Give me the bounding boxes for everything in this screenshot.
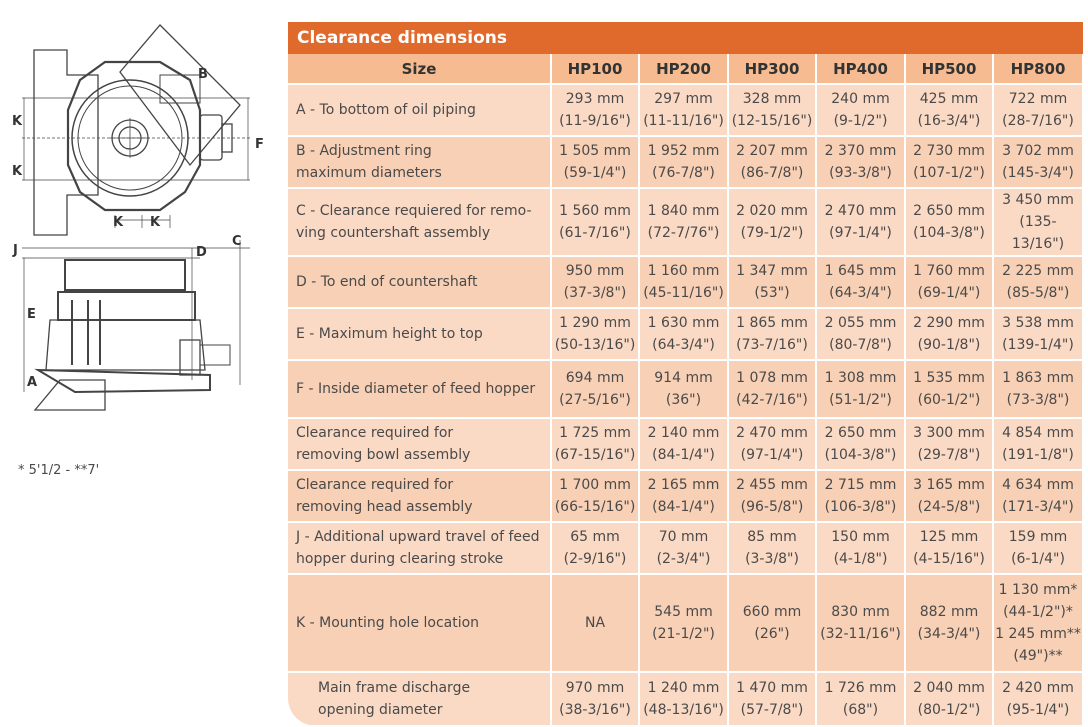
cell-value-line: 1 308 mm [824, 370, 897, 386]
cell-value-line: 2 420 mm [1002, 680, 1074, 696]
table-cell [993, 574, 1083, 672]
dim-label-j: J [13, 243, 18, 258]
cell-value-line: 1 952 mm [647, 143, 720, 159]
crusher-dimension-diagram [10, 20, 275, 420]
cell-value-line: 1 726 mm [824, 680, 897, 696]
row-label-line: A - To bottom of oil piping [296, 102, 476, 118]
header-model: HP200 [639, 54, 728, 84]
table-cell [816, 256, 905, 308]
table-cell [639, 188, 728, 256]
cell-value-line: 1 840 mm [647, 203, 720, 219]
cell-value-line: 2 470 mm [824, 203, 897, 219]
cell-value-line: (48-13/16") [643, 702, 724, 718]
table-cell [551, 522, 639, 574]
table-cell [816, 84, 905, 136]
header-model: HP400 [816, 54, 905, 84]
row-label [288, 574, 551, 672]
cell-value-line: 2 650 mm [913, 203, 985, 219]
cell-value-line: (59-1/4") [563, 165, 627, 181]
table-cell [551, 418, 639, 470]
cell-value-line: (85-5/8") [1006, 285, 1070, 301]
table-row [288, 470, 1083, 522]
cell-value-line: (26") [754, 626, 790, 642]
row-label-line: Main frame discharge [318, 680, 471, 696]
cell-value-line: (49")** [1013, 648, 1063, 664]
table-cell [816, 672, 905, 726]
table-cell [551, 84, 639, 136]
cell-value-line: 2 020 mm [736, 203, 808, 219]
table-row [288, 672, 1083, 726]
table-cell [993, 256, 1083, 308]
cell-value-line: 1 863 mm [1002, 370, 1074, 386]
cell-value-line: (97-1/4") [829, 225, 892, 241]
cell-value-line: (2-9/16") [563, 551, 627, 567]
table-cell [905, 136, 993, 188]
cell-value-line: 70 mm [658, 529, 709, 545]
cell-value-line: (53") [754, 285, 790, 301]
header-model: HP100 [551, 54, 639, 84]
table-cell [993, 360, 1083, 418]
cell-value-line: 1 535 mm [913, 370, 985, 386]
cell-value-line: 2 370 mm [824, 143, 897, 159]
table-cell [993, 672, 1083, 726]
cell-value-line: (191-1/8") [1002, 447, 1074, 463]
cell-value-line: (95-1/4") [1006, 702, 1070, 718]
cell-value-line: 3 165 mm [913, 477, 985, 493]
table-cell [905, 360, 993, 418]
cell-value-line: 2 207 mm [736, 143, 808, 159]
row-label-line: C - Clearance requiered for remo- [296, 203, 532, 219]
table-cell [551, 574, 639, 672]
table-cell [639, 136, 728, 188]
cell-value-line: (79-1/2") [740, 225, 804, 241]
cell-value-line: (64-3/4") [829, 285, 892, 301]
table-cell [993, 136, 1083, 188]
cell-value-line: (96-5/8") [740, 499, 804, 515]
row-label [288, 308, 551, 360]
cell-value-line: (135-13/16") [1011, 214, 1065, 252]
row-label-line: K - Mounting hole location [296, 615, 480, 631]
table-cell [816, 136, 905, 188]
row-label-line: F - Inside diameter of feed hopper [296, 381, 536, 397]
dim-label-k-lower: K [12, 164, 23, 179]
cell-value-line: 1 725 mm [559, 425, 631, 441]
cell-value-line: 1 865 mm [736, 315, 808, 331]
table-cell [816, 308, 905, 360]
cell-value-line: (104-3/8") [824, 447, 897, 463]
table-cell [728, 574, 816, 672]
footnote: * 5'1/2 - **7' [18, 463, 100, 478]
cell-value-line: (6-1/4") [1011, 551, 1065, 567]
table-cell [551, 188, 639, 256]
table-cell [993, 188, 1083, 256]
cell-value-line: (11-11/16") [643, 113, 724, 129]
cell-value-line: 328 mm [742, 91, 802, 107]
cell-value-line: (11-9/16") [559, 113, 631, 129]
cell-value-line: (139-1/4") [1002, 337, 1074, 353]
cell-value-line: (64-3/4") [652, 337, 715, 353]
cell-value-line: (24-5/8") [917, 499, 981, 515]
cell-value-line: 1 347 mm [736, 263, 808, 279]
cell-value-line: (67-15/16") [554, 447, 636, 463]
table-cell [551, 470, 639, 522]
cell-value-line: (104-3/8") [913, 225, 985, 241]
cell-value-line: 4 634 mm [1002, 477, 1074, 493]
cell-value-line: (84-1/4") [652, 447, 715, 463]
cell-value-line: 2 730 mm [913, 143, 985, 159]
row-label-line: D - To end of countershaft [296, 274, 478, 290]
table-cell [551, 360, 639, 418]
cell-value-line: 1 240 mm [647, 680, 720, 696]
cell-value-line: (37-3/8") [563, 285, 627, 301]
table-cell [728, 136, 816, 188]
cell-value-line: (93-3/8") [829, 165, 892, 181]
table-cell [905, 522, 993, 574]
cell-value-line: 1 470 mm [736, 680, 808, 696]
table-cell [639, 470, 728, 522]
table-cell [816, 522, 905, 574]
cell-value-line: (16-3/4") [917, 113, 981, 129]
cell-value-line: 2 055 mm [824, 315, 897, 331]
table-cell [816, 470, 905, 522]
header-model: HP800 [993, 54, 1083, 84]
table-cell [905, 672, 993, 726]
cell-value-line: (84-1/4") [652, 499, 715, 515]
row-label [288, 136, 551, 188]
cell-value-line: (21-1/2") [652, 626, 715, 642]
cell-value-line: (51-1/2") [829, 392, 892, 408]
table-cell [728, 360, 816, 418]
table-cell [639, 522, 728, 574]
table-row [288, 522, 1083, 574]
table-cell [905, 188, 993, 256]
cell-value-line: (4-15/16") [913, 551, 985, 567]
table-cell [728, 672, 816, 726]
row-label [288, 360, 551, 418]
cell-value-line: 2 470 mm [736, 425, 808, 441]
dim-label-e: E [27, 307, 36, 322]
cell-value-line: 85 mm [747, 529, 797, 545]
cell-value-line: (9-1/2") [833, 113, 888, 129]
cell-value-line: (97-1/4") [740, 447, 804, 463]
table-cell [728, 470, 816, 522]
cell-value-line: 125 mm [919, 529, 979, 545]
cell-value-line: 2 455 mm [736, 477, 808, 493]
row-label [288, 256, 551, 308]
row-label [288, 418, 551, 470]
cell-value-line: (27-5/16") [559, 392, 631, 408]
row-label [288, 470, 551, 522]
cell-value-line: 293 mm [565, 91, 625, 107]
clearance-dimensions-panel [288, 22, 1083, 727]
dim-label-f: F [255, 137, 264, 152]
cell-value-line: 1 645 mm [824, 263, 897, 279]
table-cell [905, 256, 993, 308]
cell-value-line: (106-3/8") [824, 499, 897, 515]
cell-value-line: (45-11/16") [643, 285, 724, 301]
table-cell [816, 574, 905, 672]
table-cell [816, 418, 905, 470]
table-cell [728, 188, 816, 256]
row-label [288, 522, 551, 574]
table-row [288, 256, 1083, 308]
table-cell [639, 672, 728, 726]
cell-value-line: 2 165 mm [647, 477, 720, 493]
cell-value-line: (50-13/16") [554, 337, 636, 353]
cell-value-line: (72-7/76") [647, 225, 720, 241]
table-cell [639, 574, 728, 672]
table-cell [728, 256, 816, 308]
table-row [288, 360, 1083, 418]
row-label-line: Clearance required for [296, 477, 454, 493]
cell-value-line: 950 mm [565, 263, 625, 279]
cell-value-line: 1 505 mm [559, 143, 631, 159]
dim-label-k-left: K [113, 215, 124, 230]
cell-value-line: 425 mm [919, 91, 979, 107]
table-cell [993, 308, 1083, 360]
cell-value-line: (60-1/2") [917, 392, 981, 408]
table-cell [551, 308, 639, 360]
cell-value-line: 150 mm [831, 529, 890, 545]
cell-value-line: (171-3/4") [1002, 499, 1074, 515]
cell-value-line: (36") [665, 392, 702, 408]
header-model: HP300 [728, 54, 816, 84]
table-cell [551, 136, 639, 188]
table-cell [551, 672, 639, 726]
header-model: HP500 [905, 54, 993, 84]
table-cell [993, 470, 1083, 522]
cell-value-line: (34-3/4") [917, 626, 981, 642]
row-label [288, 188, 551, 256]
cell-value-line: 1 700 mm [559, 477, 631, 493]
table-cell [639, 360, 728, 418]
table-row [288, 84, 1083, 136]
table-cell [905, 470, 993, 522]
dim-label-a: A [27, 375, 38, 390]
cell-value-line: 159 mm [1008, 529, 1068, 545]
cell-value-line: 2 140 mm [647, 425, 720, 441]
cell-value-line: (57-7/8") [740, 702, 804, 718]
cell-value-line: (2-3/4") [656, 551, 711, 567]
table-header-row [288, 54, 1083, 84]
row-label-line: maximum diameters [296, 165, 442, 181]
row-label-line: hopper during clearing stroke [296, 551, 504, 567]
dim-label-d: D [196, 245, 207, 260]
cell-value-line: (73-3/8") [1006, 392, 1070, 408]
cell-value-line: 240 mm [831, 91, 890, 107]
cell-value-line: (42-7/16") [736, 392, 808, 408]
table-cell [639, 256, 728, 308]
cell-value-line: (73-7/16") [736, 337, 808, 353]
table-row [288, 188, 1083, 256]
table-cell [639, 84, 728, 136]
table-cell [728, 84, 816, 136]
cell-value-line: (66-15/16") [554, 499, 636, 515]
table-cell [993, 84, 1083, 136]
table-cell [639, 418, 728, 470]
table-row [288, 136, 1083, 188]
table-cell [993, 522, 1083, 574]
row-label-line: J - Additional upward travel of feed [296, 529, 540, 545]
cell-value-line: 970 mm [565, 680, 625, 696]
table-row [288, 574, 1083, 672]
cell-value-line: (80-1/2") [917, 702, 981, 718]
dim-label-b: B [198, 67, 208, 82]
cell-value-line: (145-3/4") [1002, 165, 1074, 181]
row-label-line: B - Adjustment ring [296, 143, 432, 159]
cell-value-line: (61-7/16") [559, 225, 631, 241]
clearance-table [288, 54, 1084, 727]
table-cell [816, 188, 905, 256]
row-label-line: E - Maximum height to top [296, 326, 483, 342]
cell-value-line: (86-7/8") [740, 165, 804, 181]
cell-value-line: (3-3/8") [745, 551, 799, 567]
table-row [288, 418, 1083, 470]
table-cell [728, 418, 816, 470]
row-label [288, 84, 551, 136]
table-cell [905, 308, 993, 360]
table-cell [728, 308, 816, 360]
cell-value-line: 1 078 mm [736, 370, 808, 386]
cell-value-line: 1 130 mm* [998, 582, 1078, 598]
dim-label-c: C [232, 234, 242, 249]
table-cell [993, 418, 1083, 470]
cell-value-line: 1 560 mm [559, 203, 631, 219]
cell-value-line: (32-11/16") [820, 626, 901, 642]
cell-value-line: (44-1/2")* [1003, 604, 1073, 620]
cell-value-line: 660 mm [742, 604, 802, 620]
cell-value-line: 1 160 mm [647, 263, 720, 279]
cell-value-line: NA [584, 615, 606, 631]
cell-value-line: (69-1/4") [917, 285, 981, 301]
cell-value-line: (12-15/16") [731, 113, 813, 129]
table-cell [905, 574, 993, 672]
cell-value-line: 545 mm [654, 604, 713, 620]
cell-value-line: 830 mm [831, 604, 890, 620]
table-row [288, 308, 1083, 360]
cell-value-line: 2 225 mm [1002, 263, 1074, 279]
header-size: Size [288, 54, 551, 84]
cell-value-line: (90-1/8") [917, 337, 981, 353]
table-cell [905, 84, 993, 136]
cell-value-line: (29-7/8") [917, 447, 981, 463]
row-label-line: Clearance required for [296, 425, 454, 441]
table-cell [816, 360, 905, 418]
cell-value-line: (4-1/8") [833, 551, 888, 567]
cell-value-line: 694 mm [565, 370, 625, 386]
row-label-line: removing head assembly [296, 499, 473, 515]
cell-value-line: 1 760 mm [913, 263, 985, 279]
cell-value-line: 65 mm [570, 529, 620, 545]
cell-value-line: 722 mm [1008, 91, 1068, 107]
table-cell [905, 418, 993, 470]
row-label-line: removing bowl assembly [296, 447, 471, 463]
cell-value-line: 2 650 mm [824, 425, 897, 441]
cell-value-line: (76-7/8") [652, 165, 715, 181]
cell-value-line: 4 854 mm [1002, 425, 1074, 441]
cell-value-line: 882 mm [919, 604, 979, 620]
table-cell [728, 522, 816, 574]
table-cell [639, 308, 728, 360]
cell-value-line: 2 290 mm [913, 315, 985, 331]
cell-value-line: 3 300 mm [913, 425, 985, 441]
cell-value-line: (68") [842, 702, 879, 718]
row-label [288, 672, 551, 726]
cell-value-line: 2 715 mm [824, 477, 897, 493]
row-label-line: opening diameter [318, 702, 443, 718]
cell-value-line: 1 630 mm [647, 315, 720, 331]
table-cell [551, 256, 639, 308]
cell-value-line: 3 450 mm [1002, 192, 1074, 208]
cell-value-line: (28-7/16") [1002, 113, 1074, 129]
cell-value-line: (80-7/8") [829, 337, 892, 353]
cell-value-line: 2 040 mm [913, 680, 985, 696]
cell-value-line: 1 290 mm [559, 315, 631, 331]
dim-label-k-upper: K [12, 114, 23, 129]
cell-value-line: 3 538 mm [1002, 315, 1074, 331]
top-view [22, 25, 250, 235]
cell-value-line: (38-3/16") [559, 702, 631, 718]
cell-value-line: (107-1/2") [913, 165, 985, 181]
dim-label-k-right: K [150, 215, 161, 230]
cell-value-line: 1 245 mm** [995, 626, 1081, 642]
cell-value-line: 914 mm [654, 370, 713, 386]
cell-value-line: 297 mm [654, 91, 713, 107]
row-label-line: ving countershaft assembly [296, 225, 491, 241]
table-title: Clearance dimensions [288, 22, 1083, 54]
side-view [22, 240, 250, 410]
cell-value-line: 3 702 mm [1002, 143, 1074, 159]
